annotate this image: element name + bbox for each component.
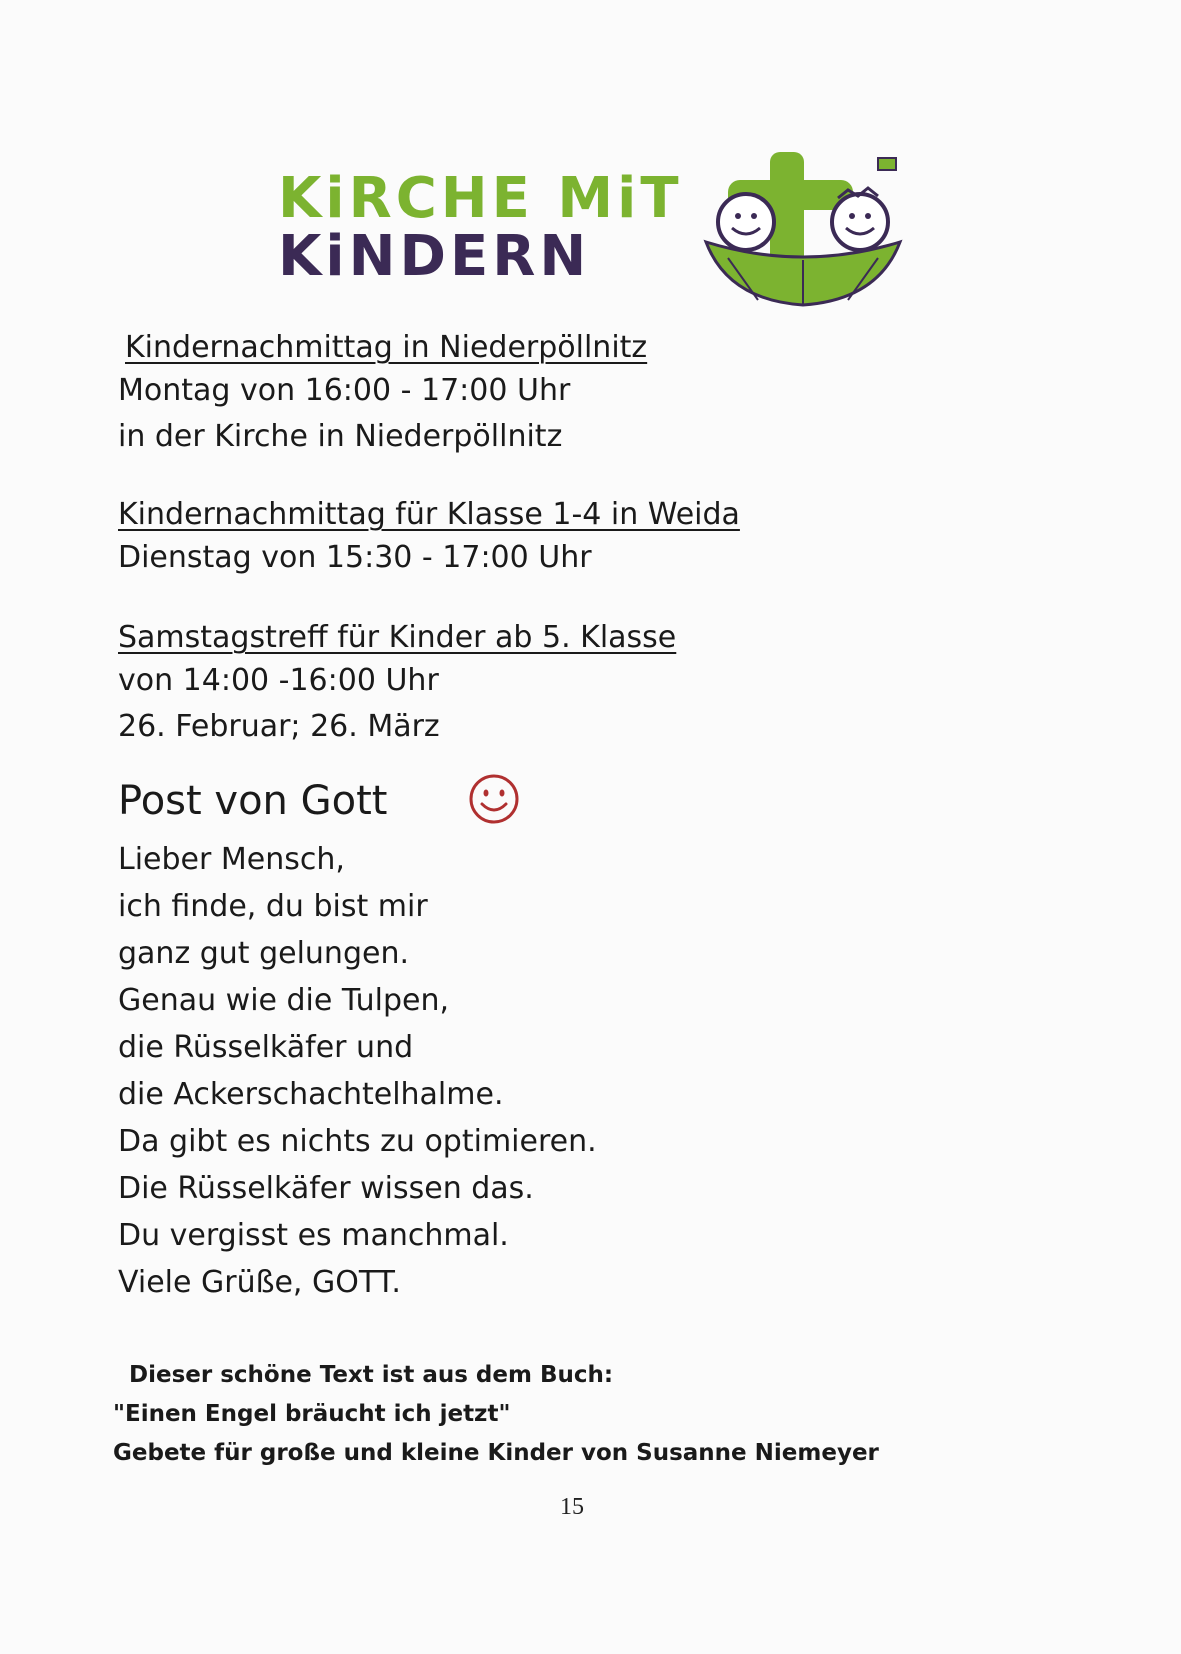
section-heading: Samstagstreff für Kinder ab 5. Klasse bbox=[118, 620, 677, 655]
poem-line: Da gibt es nichts zu optimieren. bbox=[118, 1124, 597, 1159]
poem-line: Viele Grüße, GOTT. bbox=[118, 1265, 401, 1300]
logo-text bbox=[278, 166, 698, 289]
section-heading: Kindernachmittag für Klasse 1-4 in Weida bbox=[118, 497, 740, 532]
poem bbox=[118, 836, 597, 1306]
section-niederpoellnitz bbox=[118, 328, 647, 460]
poem-line: Du vergisst es manchmal. bbox=[118, 1218, 509, 1253]
post-title: Post von Gott bbox=[118, 778, 388, 824]
book-credit bbox=[113, 1356, 879, 1473]
credit-line: Dieser schöne Text ist aus dem Buch: bbox=[129, 1362, 614, 1388]
section-line: von 14:00 -16:00 Uhr bbox=[118, 663, 439, 698]
section-weida bbox=[118, 495, 740, 581]
logo-line-2: KiNDERN bbox=[278, 224, 591, 289]
section-line: Dienstag von 15:30 - 17:00 Uhr bbox=[118, 540, 592, 575]
poem-line: die Ackerschachtelhalme. bbox=[118, 1077, 504, 1112]
poem-line: die Rüsselkäfer und bbox=[118, 1030, 414, 1065]
poem-line: Lieber Mensch, bbox=[118, 842, 345, 877]
logo-boat-cross-icon bbox=[688, 150, 918, 310]
logo-line-1: KiRCHE MiT bbox=[278, 166, 683, 231]
credit-book-title: "Einen Engel bräucht ich jetzt" bbox=[113, 1401, 511, 1427]
poem-line: Die Rüsselkäfer wissen das. bbox=[118, 1171, 534, 1206]
section-line: in der Kirche in Niederpöllnitz bbox=[118, 419, 563, 454]
smiley-icon bbox=[467, 772, 521, 826]
kirche-mit-kindern-logo bbox=[278, 150, 918, 310]
page-number: 15 bbox=[560, 1494, 584, 1520]
section-line: Montag von 16:00 - 17:00 Uhr bbox=[118, 373, 571, 408]
credit-line: Gebete für große und kleine Kinder von Susanne Niemeyer bbox=[113, 1440, 879, 1466]
section-heading: Kindernachmittag in Niederpöllnitz bbox=[125, 330, 648, 365]
section-line: 26. Februar; 26. März bbox=[118, 709, 440, 744]
section-samstagstreff bbox=[118, 618, 676, 750]
poem-line: ich finde, du bist mir bbox=[118, 889, 428, 924]
poem-line: ganz gut gelungen. bbox=[118, 936, 409, 971]
poem-line: Genau wie die Tulpen, bbox=[118, 983, 450, 1018]
